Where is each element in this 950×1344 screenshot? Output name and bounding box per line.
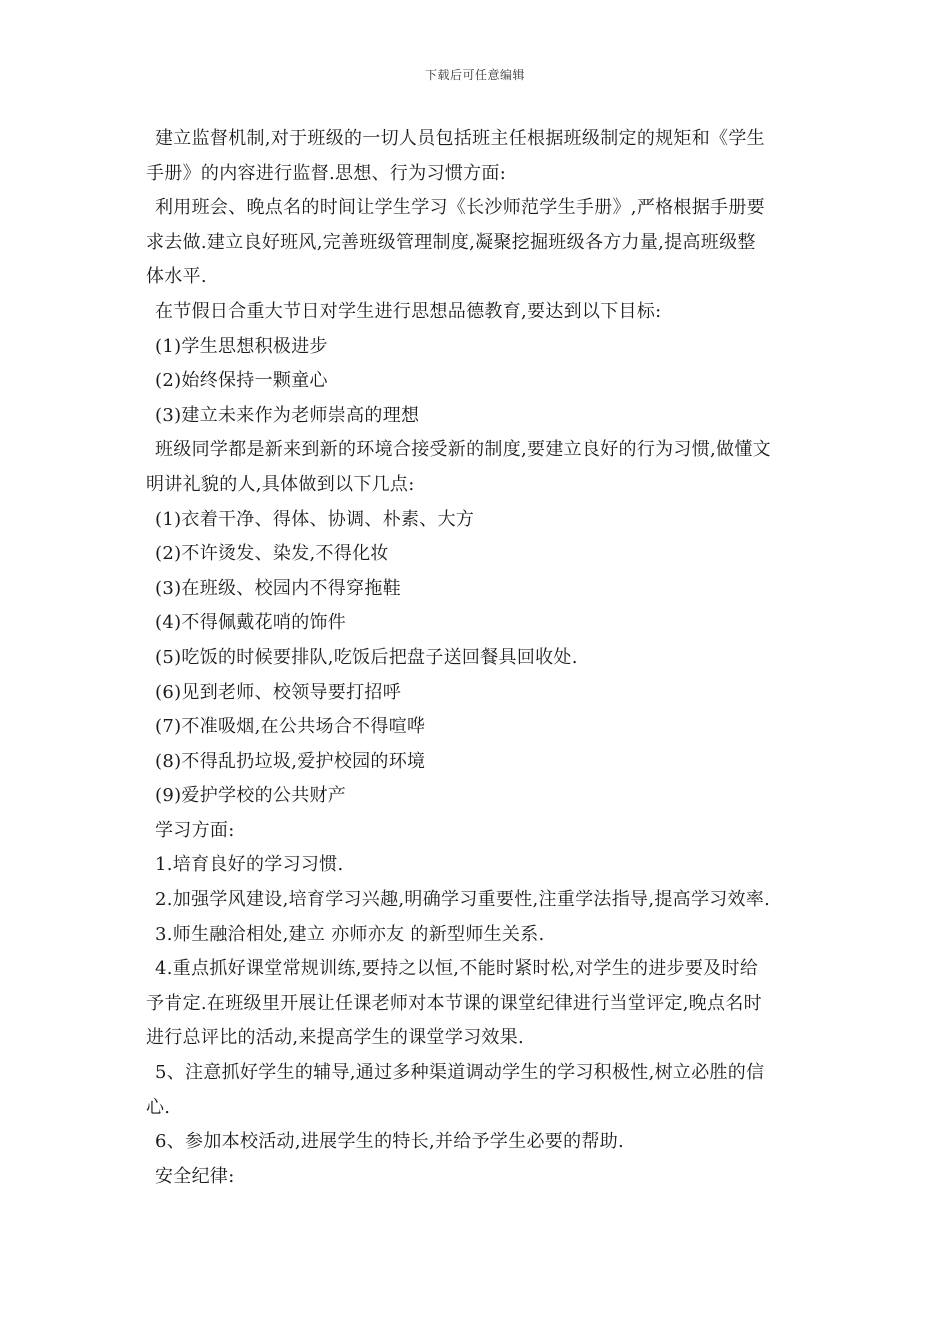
- paragraph-line: 明讲礼貌的人,具体做到以下几点:: [146, 473, 415, 495]
- page-header: 下载后可任意编辑: [424, 68, 525, 82]
- list-item: 1.培育良好的学习习惯.: [155, 854, 344, 876]
- list-item: (4)不得佩戴花哨的饰件: [155, 612, 347, 634]
- paragraph-line: 利用班会、晚点名的时间让学生学习《长沙师范学生手册》,严格根据手册要: [155, 197, 765, 219]
- paragraph-line: 予肯定.在班级里开展让任课老师对本节课的课堂纪律进行当堂评定,晚点名时: [146, 992, 762, 1014]
- list-item: (6)见到老师、校领导要打招呼: [155, 681, 401, 703]
- list-item: (5)吃饭的时候要排队,吃饭后把盘子送回餐具回收处.: [155, 646, 578, 668]
- list-item: (1)学生思想积极进步: [155, 335, 328, 357]
- list-item: (2)始终保持一颗童心: [155, 370, 328, 392]
- list-item: 6、参加本校活动,进展学生的特长,并给予学生必要的帮助.: [155, 1131, 625, 1153]
- list-item: (3)在班级、校园内不得穿拖鞋: [155, 577, 401, 599]
- section-heading: 学习方面:: [155, 819, 235, 841]
- paragraph-line: 手册》的内容进行监督.思想、行为习惯方面:: [146, 162, 507, 184]
- list-item: 4.重点抓好课堂常规训练,要持之以恒,不能时紧时松,对学生的进步要及时给: [155, 958, 759, 980]
- list-item: (8)不得乱扔垃圾,爱护校园的环境: [155, 750, 426, 772]
- paragraph-line: 建立监督机制,对于班级的一切人员包括班主任根据班级制定的规矩和《学生: [155, 128, 765, 149]
- paragraph-line: 求去做.建立良好班风,完善班级管理制度,凝聚挖掘班级各方力量,提高班级整: [146, 231, 756, 253]
- list-item: (7)不准吸烟,在公共场合不得喧哗: [155, 716, 426, 738]
- paragraph-line: 心.: [146, 1096, 171, 1118]
- list-item: (3)建立未来作为老师崇高的理想: [155, 404, 420, 426]
- paragraph-line: 班级同学都是新来到新的环境合接受新的制度,要建立良好的行为习惯,做懂文: [155, 439, 771, 461]
- list-item: 2.加强学风建设,培育学习兴趣,明确学习重要性,注重学法指导,提高学习效率.: [155, 889, 771, 911]
- paragraph-line: 在节假日合重大节日对学生进行思想品德教育,要达到以下目标:: [155, 300, 662, 322]
- document-body: [146, 122, 826, 1194]
- list-item: (1)衣着干净、得体、协调、朴素、大方: [155, 508, 475, 530]
- list-item: (9)爱护学校的公共财产: [155, 785, 347, 807]
- list-item: (2)不许烫发、染发,不得化妆: [155, 543, 389, 565]
- section-heading: 安全纪律:: [155, 1165, 235, 1187]
- paragraph-line: 体水平.: [146, 266, 207, 288]
- list-item: 5、注意抓好学生的辅导,通过多种渠道调动学生的学习积极性,树立必胜的信: [155, 1062, 765, 1084]
- list-item: 3.师生融洽相处,建立 亦师亦友 的新型师生关系.: [155, 923, 545, 945]
- paragraph-line: 进行总评比的活动,来提高学生的课堂学习效果.: [146, 1027, 525, 1049]
